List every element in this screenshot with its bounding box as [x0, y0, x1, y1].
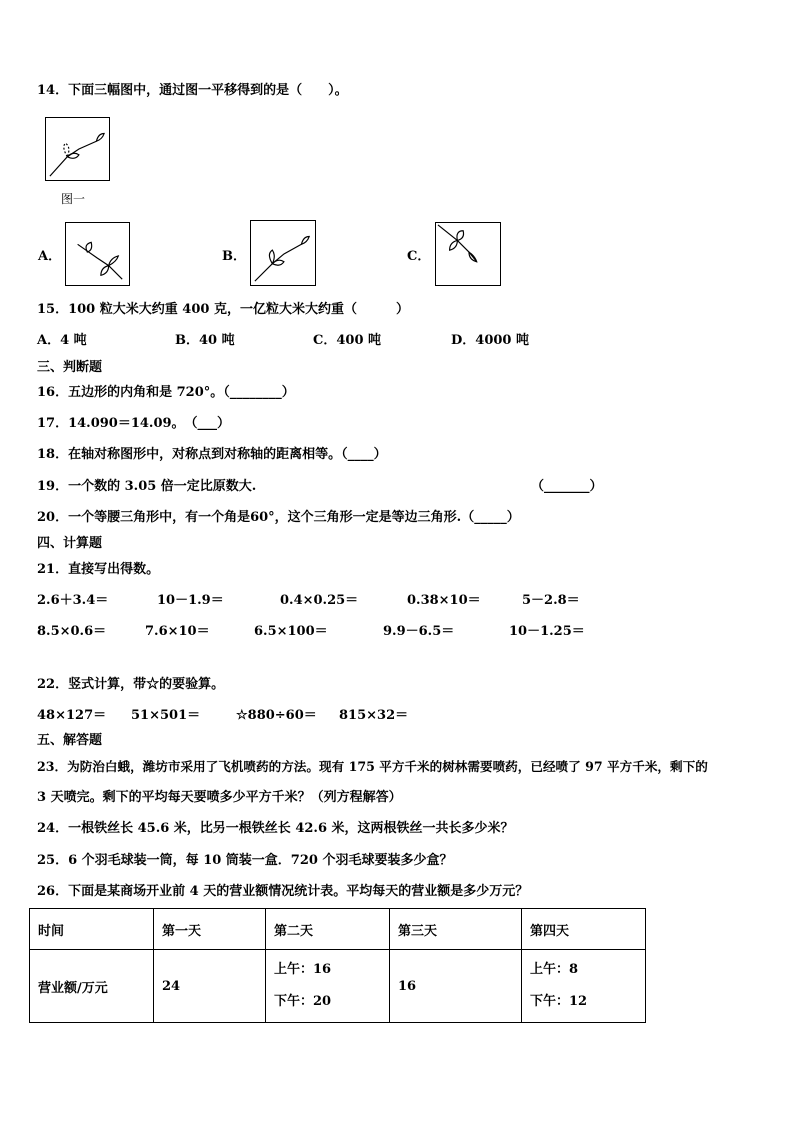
q15-option-a: A．4 吨 — [37, 333, 87, 348]
table-cell-day3: 16 — [390, 950, 522, 1023]
sprig-drawing-b — [251, 221, 315, 285]
sprig-drawing-a — [66, 223, 129, 285]
table-row-label: 营业额/万元 — [30, 950, 154, 1023]
figure-option-b — [250, 220, 316, 286]
q15-option-b: B．40 吨 — [175, 333, 235, 348]
q21-text: 21．直接写出得数。 — [37, 562, 160, 577]
sales-table — [29, 908, 646, 1023]
q21-row1-item: 2.6＋3.4＝ — [37, 593, 109, 608]
q15-option-c: C．400 吨 — [313, 333, 382, 348]
q22-item: 815×32＝ — [339, 708, 409, 723]
day4-afternoon: 下午：12 — [530, 994, 588, 1009]
q24-text: 24．一根铁丝长 45.6 米，比另一根铁丝长 42.6 米，这两根铁丝一共长多少米？ — [37, 821, 514, 836]
q15-text: 15．100 粒大米大约重 400 克，一亿粒大米大约重（ ） — [37, 302, 409, 317]
table-header-cell: 第一天 — [154, 909, 266, 950]
table-header-cell: 第二天 — [266, 909, 390, 950]
q14-option-b: B． — [222, 249, 246, 264]
table-cell-day2 — [266, 950, 390, 1023]
q21-row1-item: 0.38×10＝ — [407, 593, 481, 608]
table-header-cell: 第三天 — [390, 909, 522, 950]
q14-option-c: C． — [407, 249, 431, 264]
table-row — [30, 950, 646, 1023]
section-4-heading: 四、计算题 — [37, 536, 103, 551]
q21-row1-item: 5－2.8＝ — [522, 593, 580, 608]
sprig-drawing — [46, 118, 109, 180]
q19-blank: （_______） — [531, 479, 603, 494]
q14-text: 14．下面三幅图中，通过图一平移得到的是（ ）。 — [37, 83, 348, 98]
table-header-cell: 第四天 — [522, 909, 646, 950]
section-3-heading: 三、判断题 — [37, 360, 103, 375]
q21-row1-item: 10－1.9＝ — [157, 593, 224, 608]
table-header-cell: 时间 — [30, 909, 154, 950]
figure-one — [45, 117, 110, 181]
q19-text: 19．一个数的 3.05 倍一定比原数大. — [37, 479, 257, 494]
q22-text: 22．竖式计算，带☆的要验算。 — [37, 677, 225, 692]
table-cell-day4 — [522, 950, 646, 1023]
section-5-heading: 五、解答题 — [37, 733, 103, 748]
q21-row2-item: 7.6×10＝ — [145, 624, 210, 639]
figure-one-caption: 图一 — [61, 192, 86, 206]
q14-option-a: A． — [38, 249, 62, 264]
q21-row1-item: 0.4×0.25＝ — [280, 593, 359, 608]
q26-text: 26．下面是某商场开业前 4 天的营业额情况统计表。平均每天的营业额是多少万元？ — [37, 884, 529, 899]
q25-text: 25．6 个羽毛球装一筒，每 10 筒装一盒．720 个羽毛球要装多少盒？ — [37, 853, 453, 868]
q21-row2-item: 9.9－6.5＝ — [383, 624, 455, 639]
figure-option-c — [435, 222, 501, 286]
q22-item: 51×501＝ — [131, 708, 201, 723]
q23-line1: 23．为防治白蛾，潍坊市采用了飞机喷药的方法。现有 175 平方千米的树林需要喷药，已经喷了 97 平方千米，剩下的 — [37, 759, 708, 774]
day2-morning: 上午：16 — [274, 962, 332, 977]
q22-item: ☆880÷60＝ — [236, 708, 317, 723]
q21-row2-item: 6.5×100＝ — [254, 624, 328, 639]
q22-item: 48×127＝ — [37, 708, 107, 723]
q18-text: 18．在轴对称图形中，对称点到对称轴的距离相等。（____） — [37, 447, 387, 462]
sprig-drawing-c — [436, 223, 500, 285]
q21-row2-item: 8.5×0.6＝ — [37, 624, 107, 639]
q21-row2-item: 10－1.25＝ — [509, 624, 585, 639]
q16-text: 16．五边形的内角和是 720°。（________） — [37, 385, 295, 400]
table-cell-day1: 24 — [154, 950, 266, 1023]
q15-option-d: D．4000 吨 — [451, 333, 529, 348]
table-header-row — [30, 909, 646, 950]
q17-text: 17．14.090＝14.09。 （___） — [37, 416, 231, 431]
q23-line2: 3 天喷完。剩下的平均每天要喷多少平方千米？（列方程解答） — [37, 790, 402, 805]
day4-morning: 上午：8 — [530, 962, 579, 977]
day2-afternoon: 下午：20 — [274, 994, 332, 1009]
q20-text: 20．一个等腰三角形中，有一个角是60°，这个三角形一定是等边三角形.（_____） — [37, 510, 520, 525]
figure-option-a — [65, 222, 130, 286]
